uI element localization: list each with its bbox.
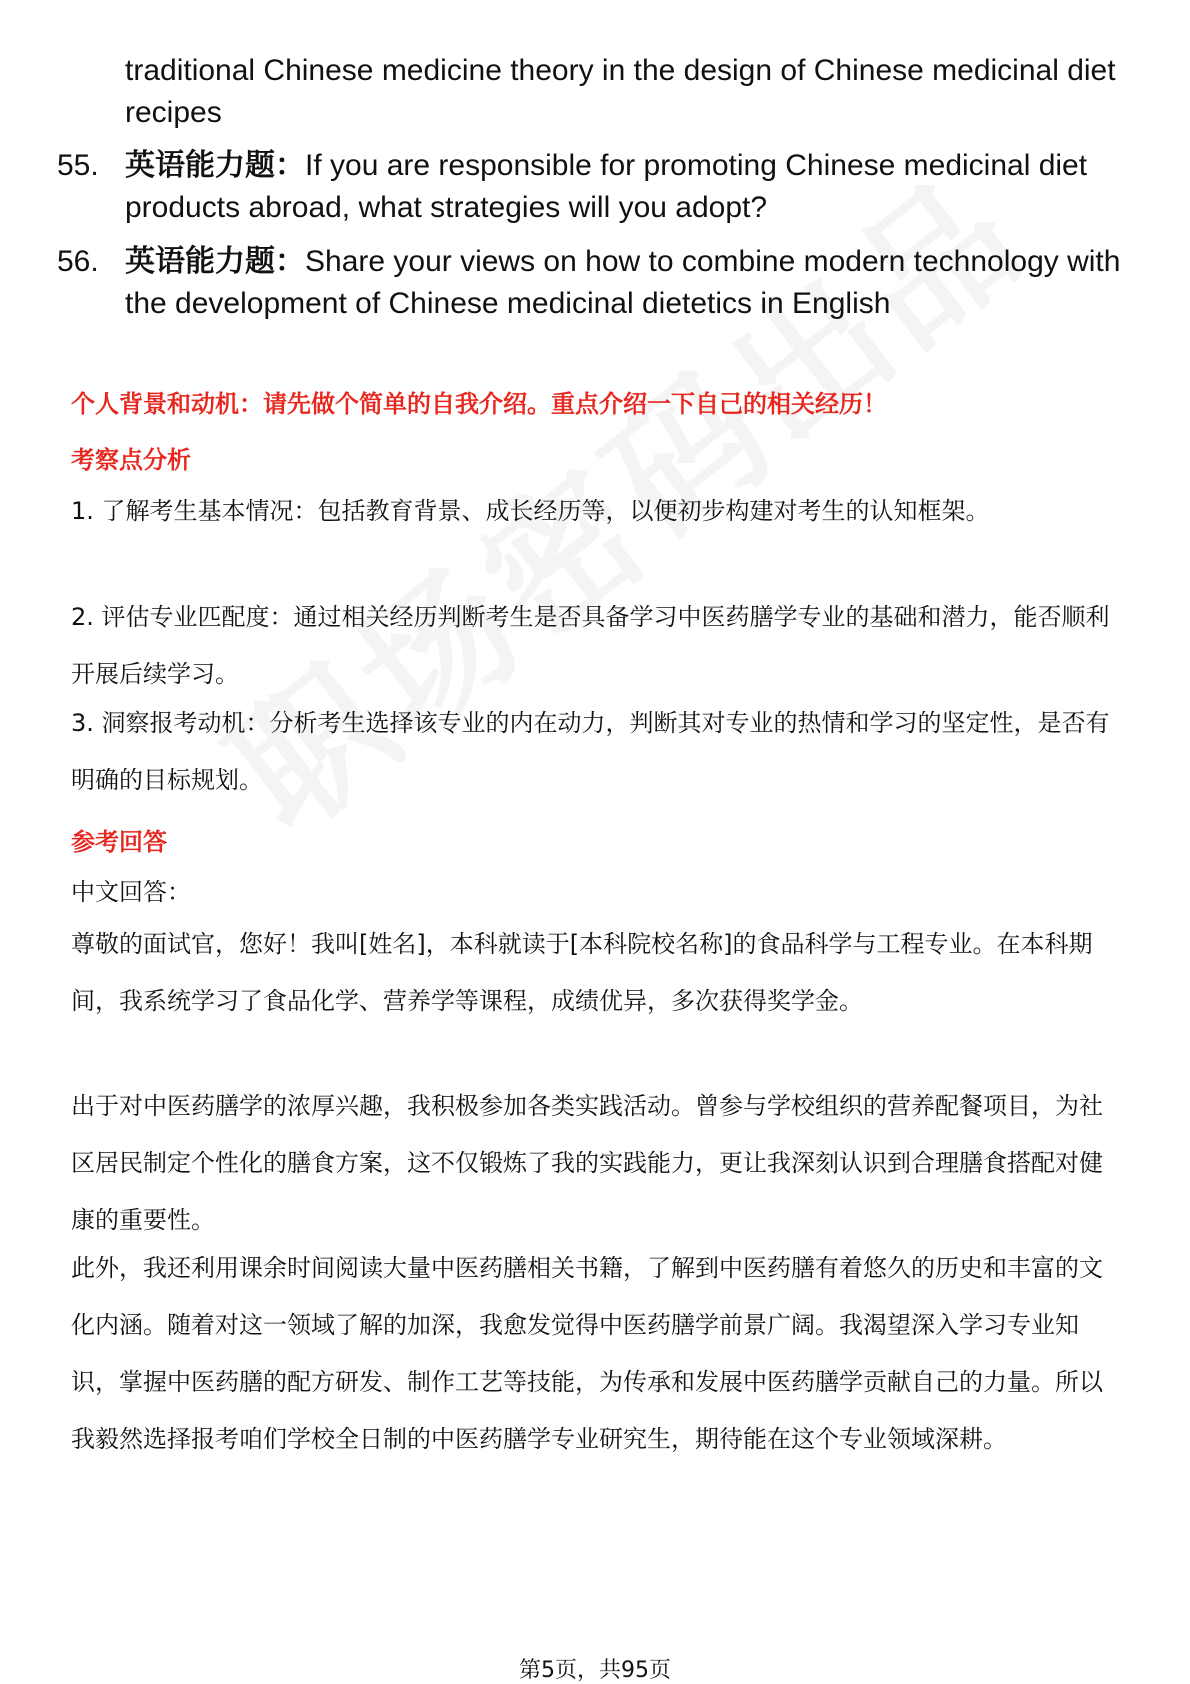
section-prompt: 个人背景和动机：请先做个简单的自我介绍。重点介绍一下自己的相关经历！ bbox=[71, 390, 887, 418]
page-number: 第5页，共95页 bbox=[519, 1658, 671, 1683]
question-text: Share your views on how to combine modern technology with the development of Chinese medicinal dietetics in English bbox=[125, 245, 1121, 320]
answer-paragraph: 尊敬的面试官，您好！我叫[姓名]，本科就读于[本科院校名称]的食品科学与工程专业。在本科期间，我系统学习了食品化学、营养学等课程，成绩优异，多次获得奖学金。 bbox=[71, 930, 1093, 1015]
question-item-56 bbox=[57, 241, 1137, 325]
answer-paragraph: 此外，我还利用课余时间阅读大量中医药膳相关书籍，了解到中医药膳有着悠久的历史和丰富的文化内涵。随着对这一领域了解的加深，我愈发觉得中医药膳学前景广阔。我渴望深入学习专业知识，掌握中医药膳的配方研发、制作工艺等技能，为传承和发展中医药膳学贡献自己的力量。所以我毅然选择报考咱们学校全日制的中医药膳学专业研究生，期待能在这个专业领域深耕。 bbox=[71, 1254, 1103, 1453]
answer-heading: 参考回答 bbox=[71, 828, 167, 856]
answer-paragraph: 出于对中医药膳学的浓厚兴趣，我积极参加各类实践活动。曾参与学校组织的营养配餐项目，为社区居民制定个性化的膳食方案，这不仅锻炼了我的实践能力，更让我深刻认识到合理膳食搭配对健康的重要性。 bbox=[71, 1092, 1103, 1234]
analysis-point: 1. 了解考生基本情况：包括教育背景、成长经历等，以便初步构建对考生的认知框架。 bbox=[71, 497, 990, 525]
question-number: 55. bbox=[57, 149, 99, 182]
question-label: 英语能力题： bbox=[125, 149, 305, 182]
analysis-point: 3. 洞察报考动机：分析考生选择该专业的内在动力，判断其对专业的热情和学习的坚定性，是否有明确的目标规划。 bbox=[71, 709, 1110, 794]
question-text: If you are responsible for promoting Chinese medicinal diet products abroad, what strategies will you adopt? bbox=[125, 149, 1088, 224]
answer-label: 中文回答： bbox=[71, 878, 191, 906]
question-body bbox=[125, 145, 1137, 229]
question-body bbox=[125, 241, 1137, 325]
question-number: 56. bbox=[57, 245, 99, 278]
question-item-55 bbox=[57, 145, 1137, 229]
analysis-heading: 考察点分析 bbox=[71, 446, 191, 474]
question-continuation: traditional Chinese medicine theory in the design of Chinese medicinal diet recipes bbox=[125, 54, 1116, 129]
analysis-point: 2. 评估专业匹配度：通过相关经历判断考生是否具备学习中医药膳学专业的基础和潜力，能否顺利开展后续学习。 bbox=[71, 603, 1110, 688]
question-label: 英语能力题： bbox=[125, 245, 305, 278]
